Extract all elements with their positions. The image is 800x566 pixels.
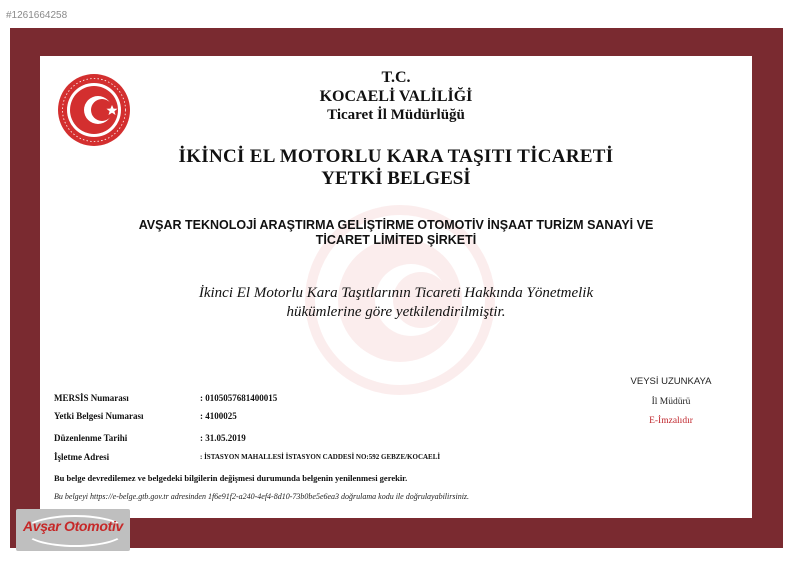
listing-id: #1261664258 (6, 10, 68, 21)
signatory-name: VEYSİ UZUNKAYA (630, 376, 712, 387)
e-signature-note: E-İmzalıdır (649, 416, 693, 426)
department-heading: Ticaret İl Müdürlüğü (327, 107, 465, 123)
detail-value: : 4100025 (200, 411, 237, 421)
detail-value: : 0105057681400015 (200, 393, 278, 403)
country-heading: T.C. (381, 69, 411, 86)
signatory-role: İl Müdürü (651, 397, 691, 407)
detail-value: : 31.05.2019 (200, 433, 246, 443)
regulation-line2: hükümlerine göre yetkilendirilmiştir. (286, 304, 506, 320)
verification-note: Bu belgeyi https://e-belge.gtb.gov.tr adresinden 1f6e91f2-a240-4ef4-8d10-73b0be5e6ea3 doğrulama kodu ile doğrulayabilirsiniz. (54, 492, 470, 501)
certificate-subtitle: YETKİ BELGESİ (321, 168, 471, 189)
company-name-line1: AVŞAR TEKNOLOJİ ARAŞTIRMA GELİŞTİRME OTOMOTİV İNŞAAT TURİZM SANAYİ VE (138, 218, 654, 232)
certificate-title: İKİNCİ EL MOTORLU KARA TAŞITI TİCARETİ (178, 146, 614, 167)
detail-label: İşletme Adresi (54, 452, 110, 462)
logo-text: Avşar Otomotiv (22, 518, 124, 534)
transfer-note: Bu belge devredilemez ve belgedeki bilgilerin değişmesi durumunda belgenin yenilenmesi gerekir. (54, 473, 408, 483)
detail-label: Düzenlenme Tarihi (54, 433, 128, 443)
detail-value: : İSTASYON MAHALLESİ İSTASYON CADDESİ NO:592 GEBZE/KOCAELİ (200, 453, 441, 461)
office-heading: KOCAELİ VALİLİĞİ (319, 88, 473, 105)
detail-label: MERSİS Numarası (54, 393, 129, 403)
company-name-line2: TİCARET LİMİTED ŞİRKETİ (315, 233, 477, 247)
detail-label: Yetki Belgesi Numarası (54, 411, 144, 421)
avsar-otomotiv-logo (16, 509, 130, 551)
regulation-line1: İkinci El Motorlu Kara Taşıtlarının Ticareti Hakkında Yönetmelik (198, 285, 594, 301)
